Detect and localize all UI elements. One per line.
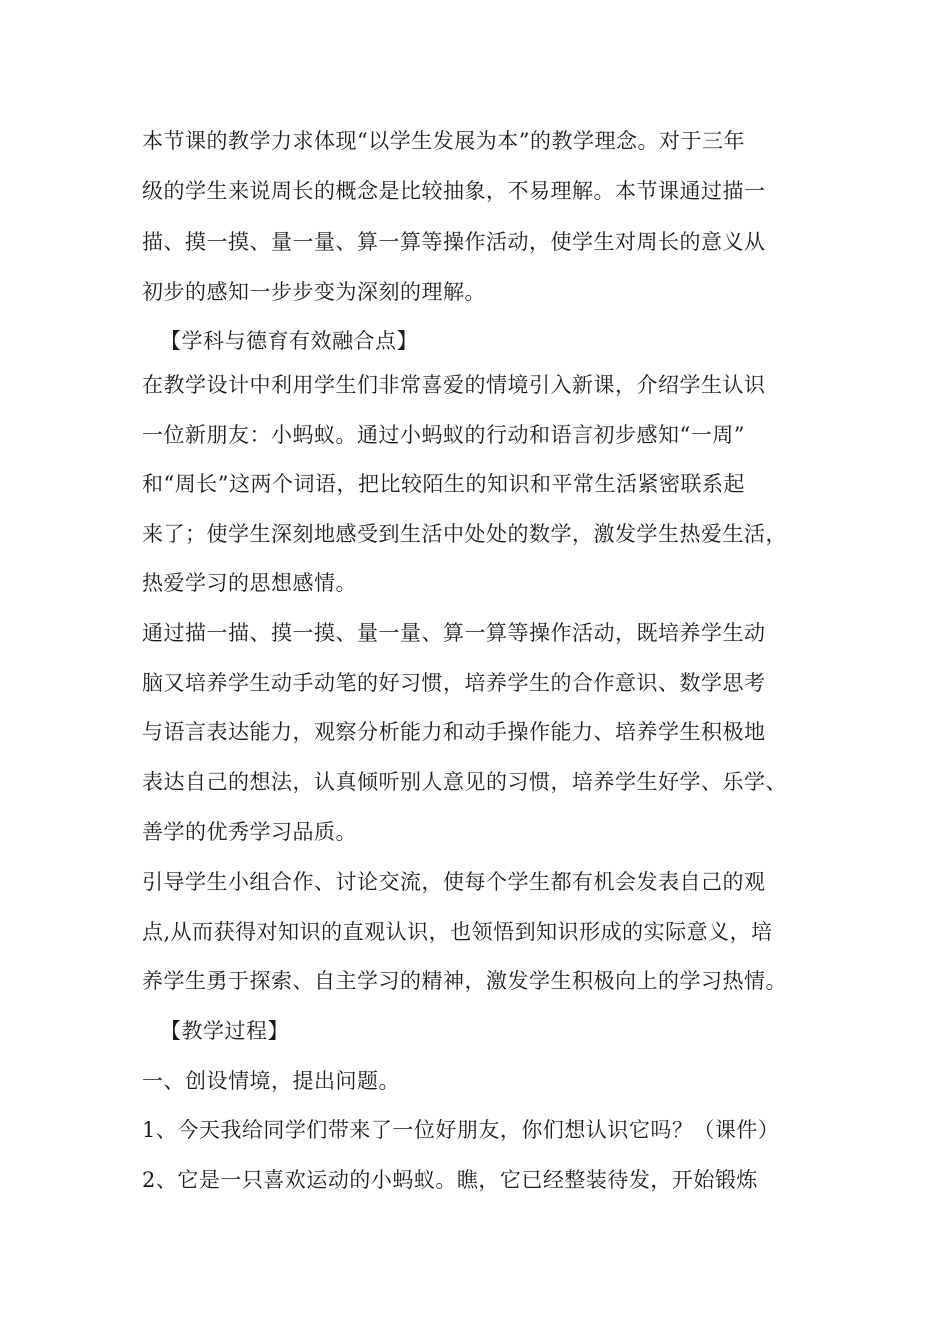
- paragraph-line: 本节课的教学力求体现“以学生发展为本”的教学理念。对于三年: [142, 129, 745, 153]
- paragraph-line: 通过描一描、摸一摸、量一量、算一算等操作活动，既培养学生动: [142, 621, 766, 645]
- paragraph-line: 描、摸一摸、量一量、算一算等操作活动，使学生对周长的意义从: [142, 230, 766, 254]
- paragraph-line: 表达自己的想法，认真倾听别人意见的习惯，培养学生好学、乐学、: [142, 770, 787, 794]
- section-heading: 【教学过程】: [160, 1019, 289, 1043]
- paragraph-line: 与语言表达能力，观察分析能力和动手操作能力、培养学生积极地: [142, 720, 766, 744]
- paragraph-line: 在教学设计中利用学生们非常喜爱的情境引入新课，介绍学生认识: [142, 373, 766, 397]
- paragraph-line: 引导学生小组合作、讨论交流，使每个学生都有机会发表自己的观: [142, 870, 766, 894]
- paragraph-line: 养学生勇于探索、自主学习的精神，激发学生积极向上的学习热情。: [142, 969, 787, 993]
- paragraph-line: 热爱学习的思想感情。: [142, 571, 357, 595]
- paragraph-line: 来了；使学生深刻地感受到生活中处处的数学，激发学生热爱生活，: [142, 522, 787, 546]
- paragraph-line: 善学的优秀学习品质。: [142, 820, 357, 844]
- paragraph-line: 级的学生来说周长的概念是比较抽象，不易理解。本节课通过描一: [142, 179, 766, 203]
- paragraph-line: 2、它是一只喜欢运动的小蚂蚁。瞧，它已经整装待发，开始锻炼: [142, 1168, 758, 1192]
- paragraph-line: 脑又培养学生动手动笔的好习惯，培养学生的合作意识、数学思考: [142, 671, 766, 695]
- paragraph-line: 初步的感知一步步变为深刻的理解。: [142, 280, 486, 304]
- paragraph-line: 1、今天我给同学们带来了一位好朋友，你们想认识它吗？（课件）: [142, 1118, 780, 1142]
- paragraph-line: 一位新朋友：小蚂蚁。通过小蚂蚁的行动和语言初步感知“一周”: [142, 423, 745, 447]
- paragraph-line: 点,从而获得对知识的直观认识，也领悟到知识形成的实际意义，培: [142, 920, 773, 944]
- section-heading: 【学科与德育有效融合点】: [160, 329, 418, 353]
- paragraph-line: 和“周长”这两个词语，把比较陌生的知识和平常生活紧密联系起: [142, 472, 745, 496]
- paragraph-line: 一、创设情境，提出问题。: [142, 1069, 400, 1093]
